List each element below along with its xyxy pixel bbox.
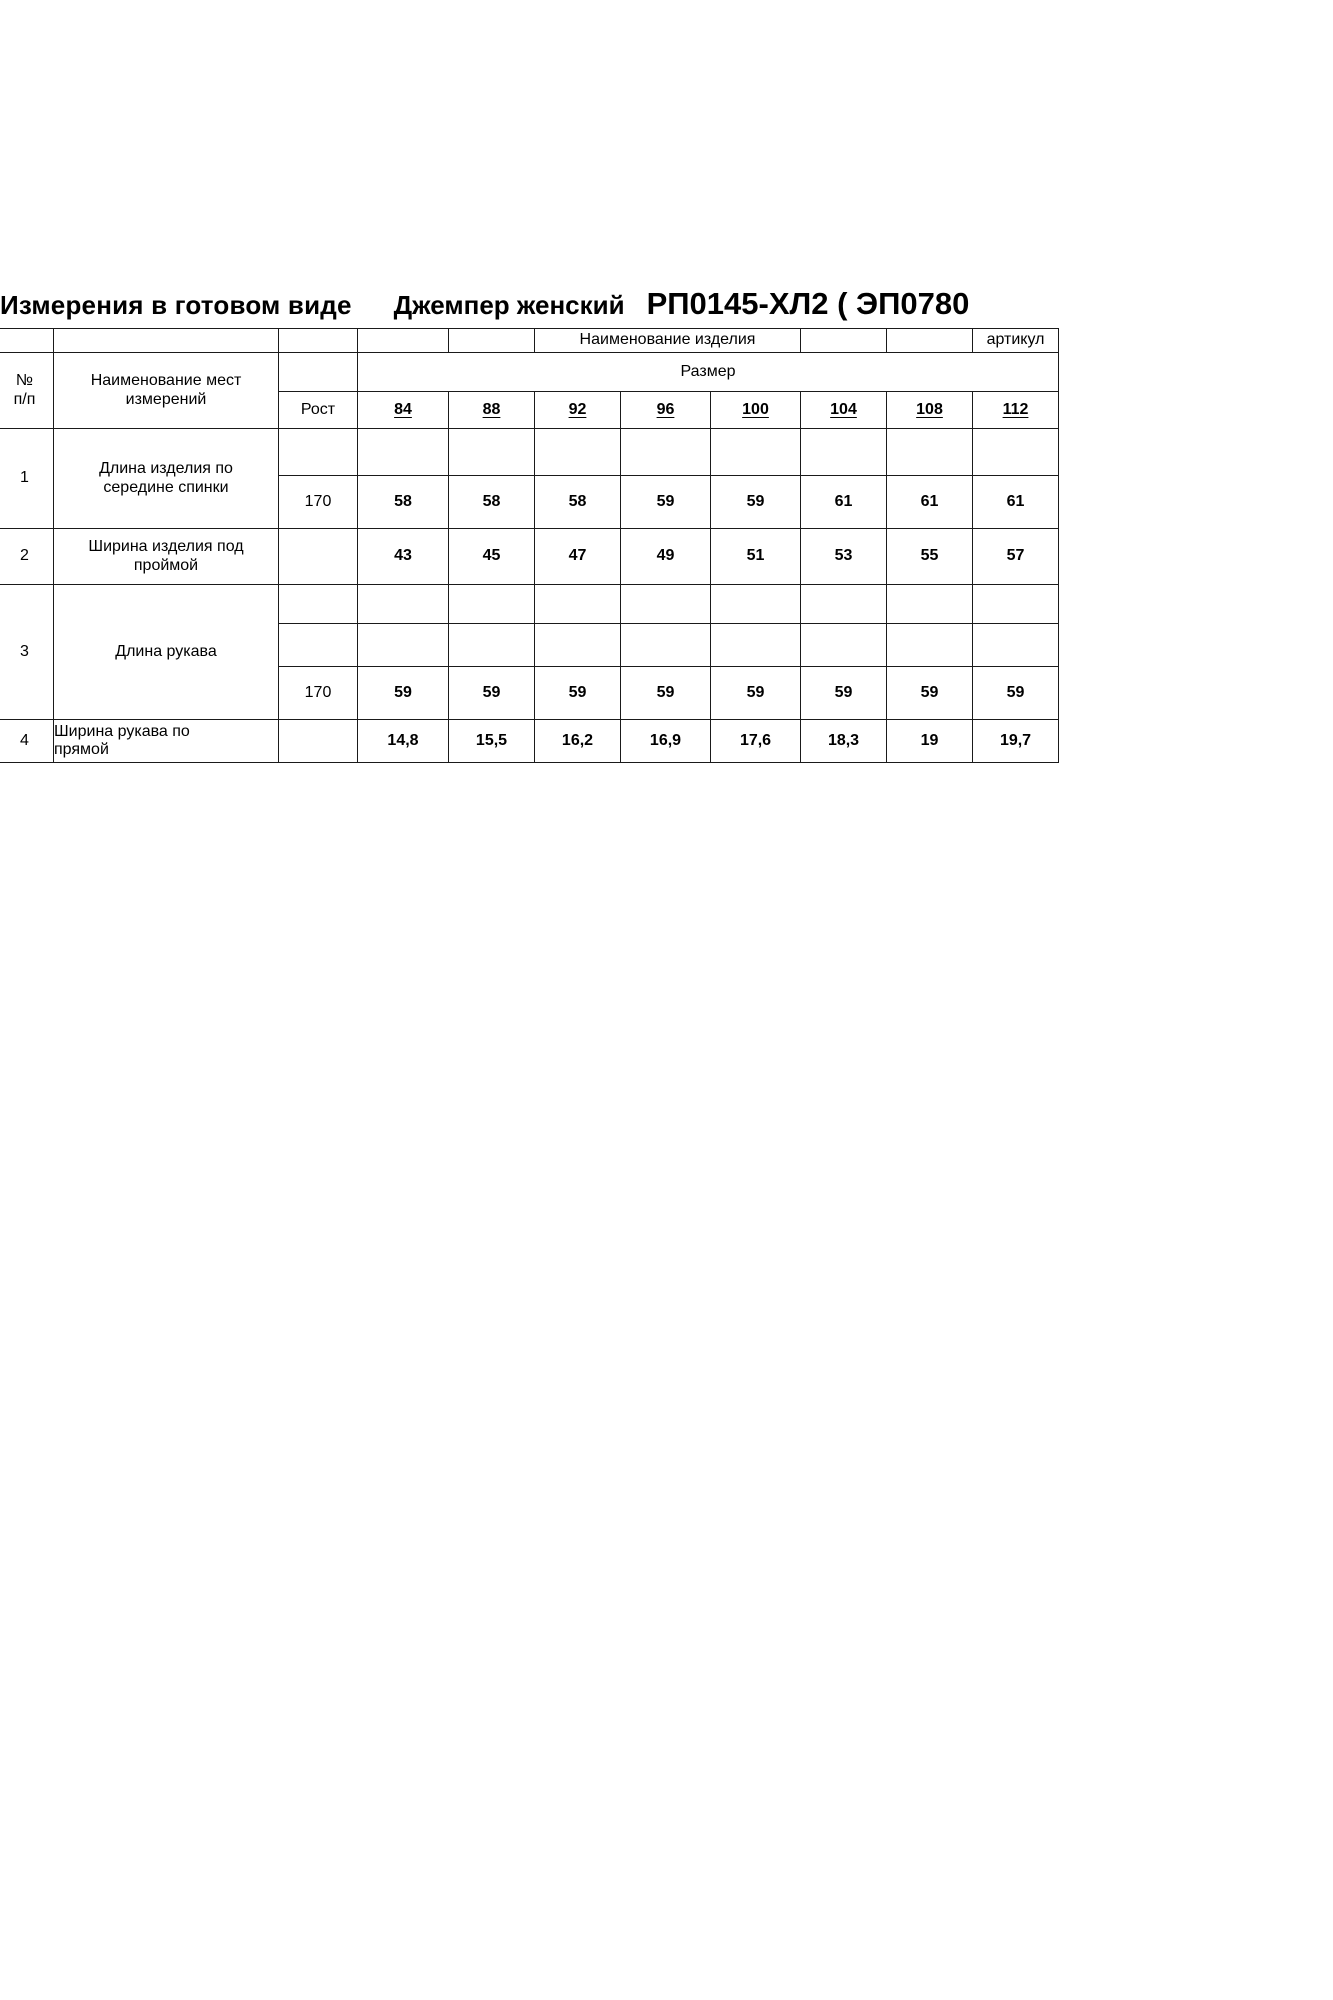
title-product: Джемпер женский: [393, 290, 625, 320]
row-4-val-100: 17,6: [711, 720, 801, 763]
row-name-2: [54, 529, 279, 585]
row-name-1-line2: середине спинки: [103, 478, 229, 496]
header-size-104: 104: [801, 392, 887, 429]
header-row-number-line2: п/п: [13, 390, 36, 408]
measurements-table: [0, 328, 1333, 763]
row-name-2-line1: Ширина изделия под: [88, 538, 244, 556]
header-overflow-1: [1059, 353, 1333, 392]
row-3-sub-1-val-104: [801, 585, 887, 624]
row-3-sub-2-val-112: [973, 624, 1059, 667]
row-1-sub-1-val-108: [887, 429, 973, 476]
row-4-val-84: 14,8: [358, 720, 449, 763]
row-1-sub-1-val-112: [973, 429, 1059, 476]
row-1-sub-2-val-96: 59: [621, 476, 711, 529]
row-3-sub-1-val-100: [711, 585, 801, 624]
row-3-sub-2-val-104: [801, 624, 887, 667]
header-rost: Рост: [279, 392, 358, 429]
row-3-sub-1-val-96: [621, 585, 711, 624]
row-2-val-88: 45: [449, 529, 535, 585]
row-3-sub-3-val-88: 59: [449, 667, 535, 720]
row-2-val-108: 55: [887, 529, 973, 585]
row-1-sub-2-val-88: 58: [449, 476, 535, 529]
row-3-sub-1-val-92: [535, 585, 621, 624]
header-size-100: 100: [711, 392, 801, 429]
row-3-sub-1-rost: [279, 585, 358, 624]
caption-blank-4: [358, 329, 449, 353]
row-name-4-line1: Ширина рукава по: [54, 722, 190, 740]
row-1-sub-2-rost: 170: [279, 476, 358, 529]
row-4-rost: [279, 720, 358, 763]
row-2-val-100: 51: [711, 529, 801, 585]
caption-product-label: Наименование изделия: [535, 329, 801, 353]
row-3-sub-3-val-104: 59: [801, 667, 887, 720]
row-3-sub-2-val-100: [711, 624, 801, 667]
row-name-1: [54, 429, 279, 529]
row-2-val-92: 47: [535, 529, 621, 585]
table-row: [0, 529, 1333, 585]
header-size-group: Размер: [358, 353, 1059, 392]
row-3-sub-3-val-96: 59: [621, 667, 711, 720]
row-1-sub-1-rost: [279, 429, 358, 476]
title-article-code: РП0145-ХЛ2 ( ЭП0780: [646, 286, 970, 321]
row-4-overflow: [1059, 720, 1333, 763]
row-1-sub-2-val-92: 58: [535, 476, 621, 529]
row-4-val-112: 19,7: [973, 720, 1059, 763]
table-row: [0, 585, 1333, 624]
row-2-val-104: 53: [801, 529, 887, 585]
row-3-overflow-2: [1059, 624, 1333, 667]
row-number-2: 2: [0, 529, 54, 585]
row-3-sub-2-rost: [279, 624, 358, 667]
row-name-3: [54, 585, 279, 720]
row-3-overflow-3: [1059, 667, 1333, 720]
page-bottom-crop-mask: [0, 828, 1333, 1228]
row-1-sub-1-val-92: [535, 429, 621, 476]
header-size-112: 112: [973, 392, 1059, 429]
row-number-1: 1: [0, 429, 54, 529]
caption-blank-2: [54, 329, 279, 353]
row-1-overflow-2: [1059, 476, 1333, 529]
header-overflow-2: [1059, 392, 1333, 429]
row-2-val-84: 43: [358, 529, 449, 585]
header-rost-top: [279, 353, 358, 392]
caption-blank-7: [887, 329, 973, 353]
row-4-val-92: 16,2: [535, 720, 621, 763]
row-name-4: [54, 720, 279, 763]
sheet-title: [0, 286, 1333, 322]
header-measurement-places-line1: Наименование мест: [90, 372, 242, 390]
row-3-sub-2-val-84: [358, 624, 449, 667]
table-row: [0, 720, 1333, 763]
header-row-number-line1: №: [15, 372, 34, 390]
row-4-val-108: 19: [887, 720, 973, 763]
row-3-sub-2-val-92: [535, 624, 621, 667]
row-1-sub-2-val-84: 58: [358, 476, 449, 529]
row-3-sub-3-val-100: 59: [711, 667, 801, 720]
row-4-val-88: 15,5: [449, 720, 535, 763]
row-2-val-96: 49: [621, 529, 711, 585]
row-2-rost: [279, 529, 358, 585]
header-row-number: [0, 353, 54, 429]
header-size-96: 96: [621, 392, 711, 429]
caption-blank-5: [449, 329, 535, 353]
header-size-108: 108: [887, 392, 973, 429]
row-name-4-line2: прямой: [54, 741, 109, 758]
header-size-92: 92: [535, 392, 621, 429]
row-name-2-line2: проймой: [133, 556, 199, 574]
row-3-sub-3-val-108: 59: [887, 667, 973, 720]
row-3-sub-3-rost: 170: [279, 667, 358, 720]
measurement-sheet: [0, 286, 1333, 763]
header-size-88: 88: [449, 392, 535, 429]
row-3-sub-1-val-112: [973, 585, 1059, 624]
row-number-4: 4: [0, 720, 54, 763]
caption-blank-3: [279, 329, 358, 353]
row-1-sub-1-val-100: [711, 429, 801, 476]
row-3-sub-1-val-88: [449, 585, 535, 624]
row-name-1-line1: Длина изделия по: [99, 460, 233, 478]
row-1-sub-2-val-108: 61: [887, 476, 973, 529]
caption-overflow: [1059, 329, 1333, 353]
row-2-overflow: [1059, 529, 1333, 585]
row-3-sub-1-val-84: [358, 585, 449, 624]
header-measurement-places-line2: измерений: [125, 390, 207, 408]
header-measurement-places: [54, 353, 279, 429]
row-1-sub-1-val-88: [449, 429, 535, 476]
title-main: Измерения в готовом виде: [0, 290, 352, 320]
row-1-sub-1-val-96: [621, 429, 711, 476]
row-1-sub-1-val-104: [801, 429, 887, 476]
row-4-val-104: 18,3: [801, 720, 887, 763]
table-row: [0, 429, 1333, 476]
row-3-sub-3-val-112: 59: [973, 667, 1059, 720]
row-1-sub-2-val-112: 61: [973, 476, 1059, 529]
row-name-3-line1: Длина рукава: [115, 642, 217, 660]
row-3-sub-2-val-96: [621, 624, 711, 667]
row-3-sub-3-val-84: 59: [358, 667, 449, 720]
row-3-overflow-1: [1059, 585, 1333, 624]
row-1-sub-2-val-100: 59: [711, 476, 801, 529]
row-3-sub-3-val-92: 59: [535, 667, 621, 720]
row-2-val-112: 57: [973, 529, 1059, 585]
row-1-overflow-1: [1059, 429, 1333, 476]
caption-blank-1: [0, 329, 54, 353]
row-4-val-96: 16,9: [621, 720, 711, 763]
row-3-sub-2-val-108: [887, 624, 973, 667]
row-3-sub-2-val-88: [449, 624, 535, 667]
row-3-sub-1-val-108: [887, 585, 973, 624]
row-number-3: 3: [0, 585, 54, 720]
header-size-84: 84: [358, 392, 449, 429]
row-1-sub-1-val-84: [358, 429, 449, 476]
row-1-sub-2-val-104: 61: [801, 476, 887, 529]
caption-row: [0, 329, 1333, 353]
header-row-group: [0, 353, 1333, 392]
caption-blank-6: [801, 329, 887, 353]
caption-article-label: артикул: [973, 329, 1059, 353]
